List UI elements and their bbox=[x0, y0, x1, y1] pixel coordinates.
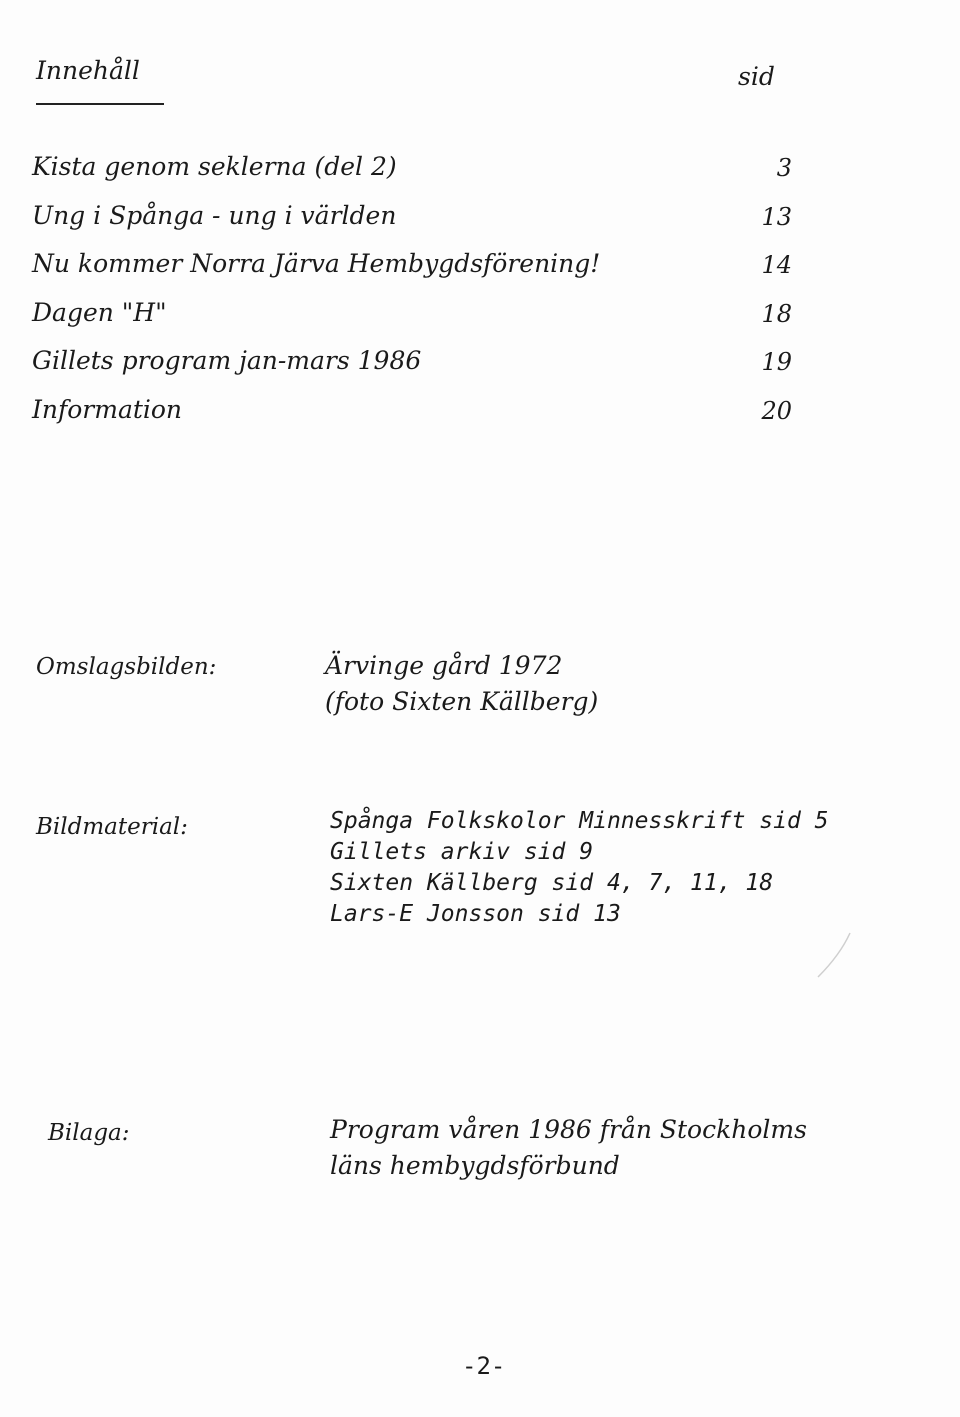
toc-entry bbox=[32, 395, 792, 444]
images-label: Bildmaterial: bbox=[36, 814, 188, 840]
toc-entry-page: 13 bbox=[761, 202, 792, 231]
image-source-line: Gillets arkiv sid 9 bbox=[330, 839, 594, 865]
appendix-line: läns hembygdsförbund bbox=[330, 1151, 620, 1180]
pencil-stroke-icon bbox=[800, 925, 860, 985]
toc-entry-page: 14 bbox=[761, 251, 792, 279]
cover-credit bbox=[325, 648, 598, 720]
page-number: -2- bbox=[462, 1352, 506, 1380]
toc-entry bbox=[32, 298, 792, 347]
toc-entry-title: Dagen "H" bbox=[32, 297, 167, 327]
page-column-heading: sid bbox=[738, 62, 775, 91]
toc-entry bbox=[32, 346, 792, 395]
toc-entry-page: 3 bbox=[776, 154, 792, 182]
toc-entry-title: Information bbox=[32, 394, 183, 424]
toc-heading-underline bbox=[36, 103, 164, 105]
cover-credit-line: (foto Sixten Källberg) bbox=[325, 687, 599, 716]
image-sources bbox=[330, 806, 829, 930]
appendix-label: Bilaga: bbox=[48, 1120, 130, 1146]
toc-entry bbox=[32, 201, 792, 250]
toc-entry-page: 20 bbox=[761, 396, 792, 425]
toc-entry-page: 19 bbox=[761, 348, 792, 376]
appendix-text bbox=[330, 1112, 807, 1184]
toc-entry bbox=[32, 152, 792, 201]
toc-heading: Innehåll bbox=[36, 56, 140, 85]
toc-entry-page: 18 bbox=[761, 299, 792, 328]
toc-entry-title: Gillets program jan-mars 1986 bbox=[32, 346, 422, 375]
appendix-line: Program våren 1986 från Stockholms bbox=[330, 1115, 807, 1144]
toc-entry-title: Ung i Spånga - ung i världen bbox=[32, 200, 397, 230]
toc-list bbox=[32, 152, 792, 443]
toc-entry-title: Nu kommer Norra Järva Hembygdsförening! bbox=[32, 249, 601, 278]
image-source-line: Lars-E Jonsson sid 13 bbox=[330, 901, 621, 927]
cover-label: Omslagsbilden: bbox=[36, 654, 217, 680]
image-source-line: Sixten Källberg sid 4, 7, 11, 18 bbox=[330, 870, 774, 896]
cover-credit-line: Ärvinge gård 1972 bbox=[325, 651, 563, 680]
toc-entry bbox=[32, 249, 792, 298]
toc-entry-title: Kista genom seklerna (del 2) bbox=[32, 152, 397, 181]
image-source-line: Spånga Folkskolor Minnesskrift sid 5 bbox=[330, 808, 829, 834]
